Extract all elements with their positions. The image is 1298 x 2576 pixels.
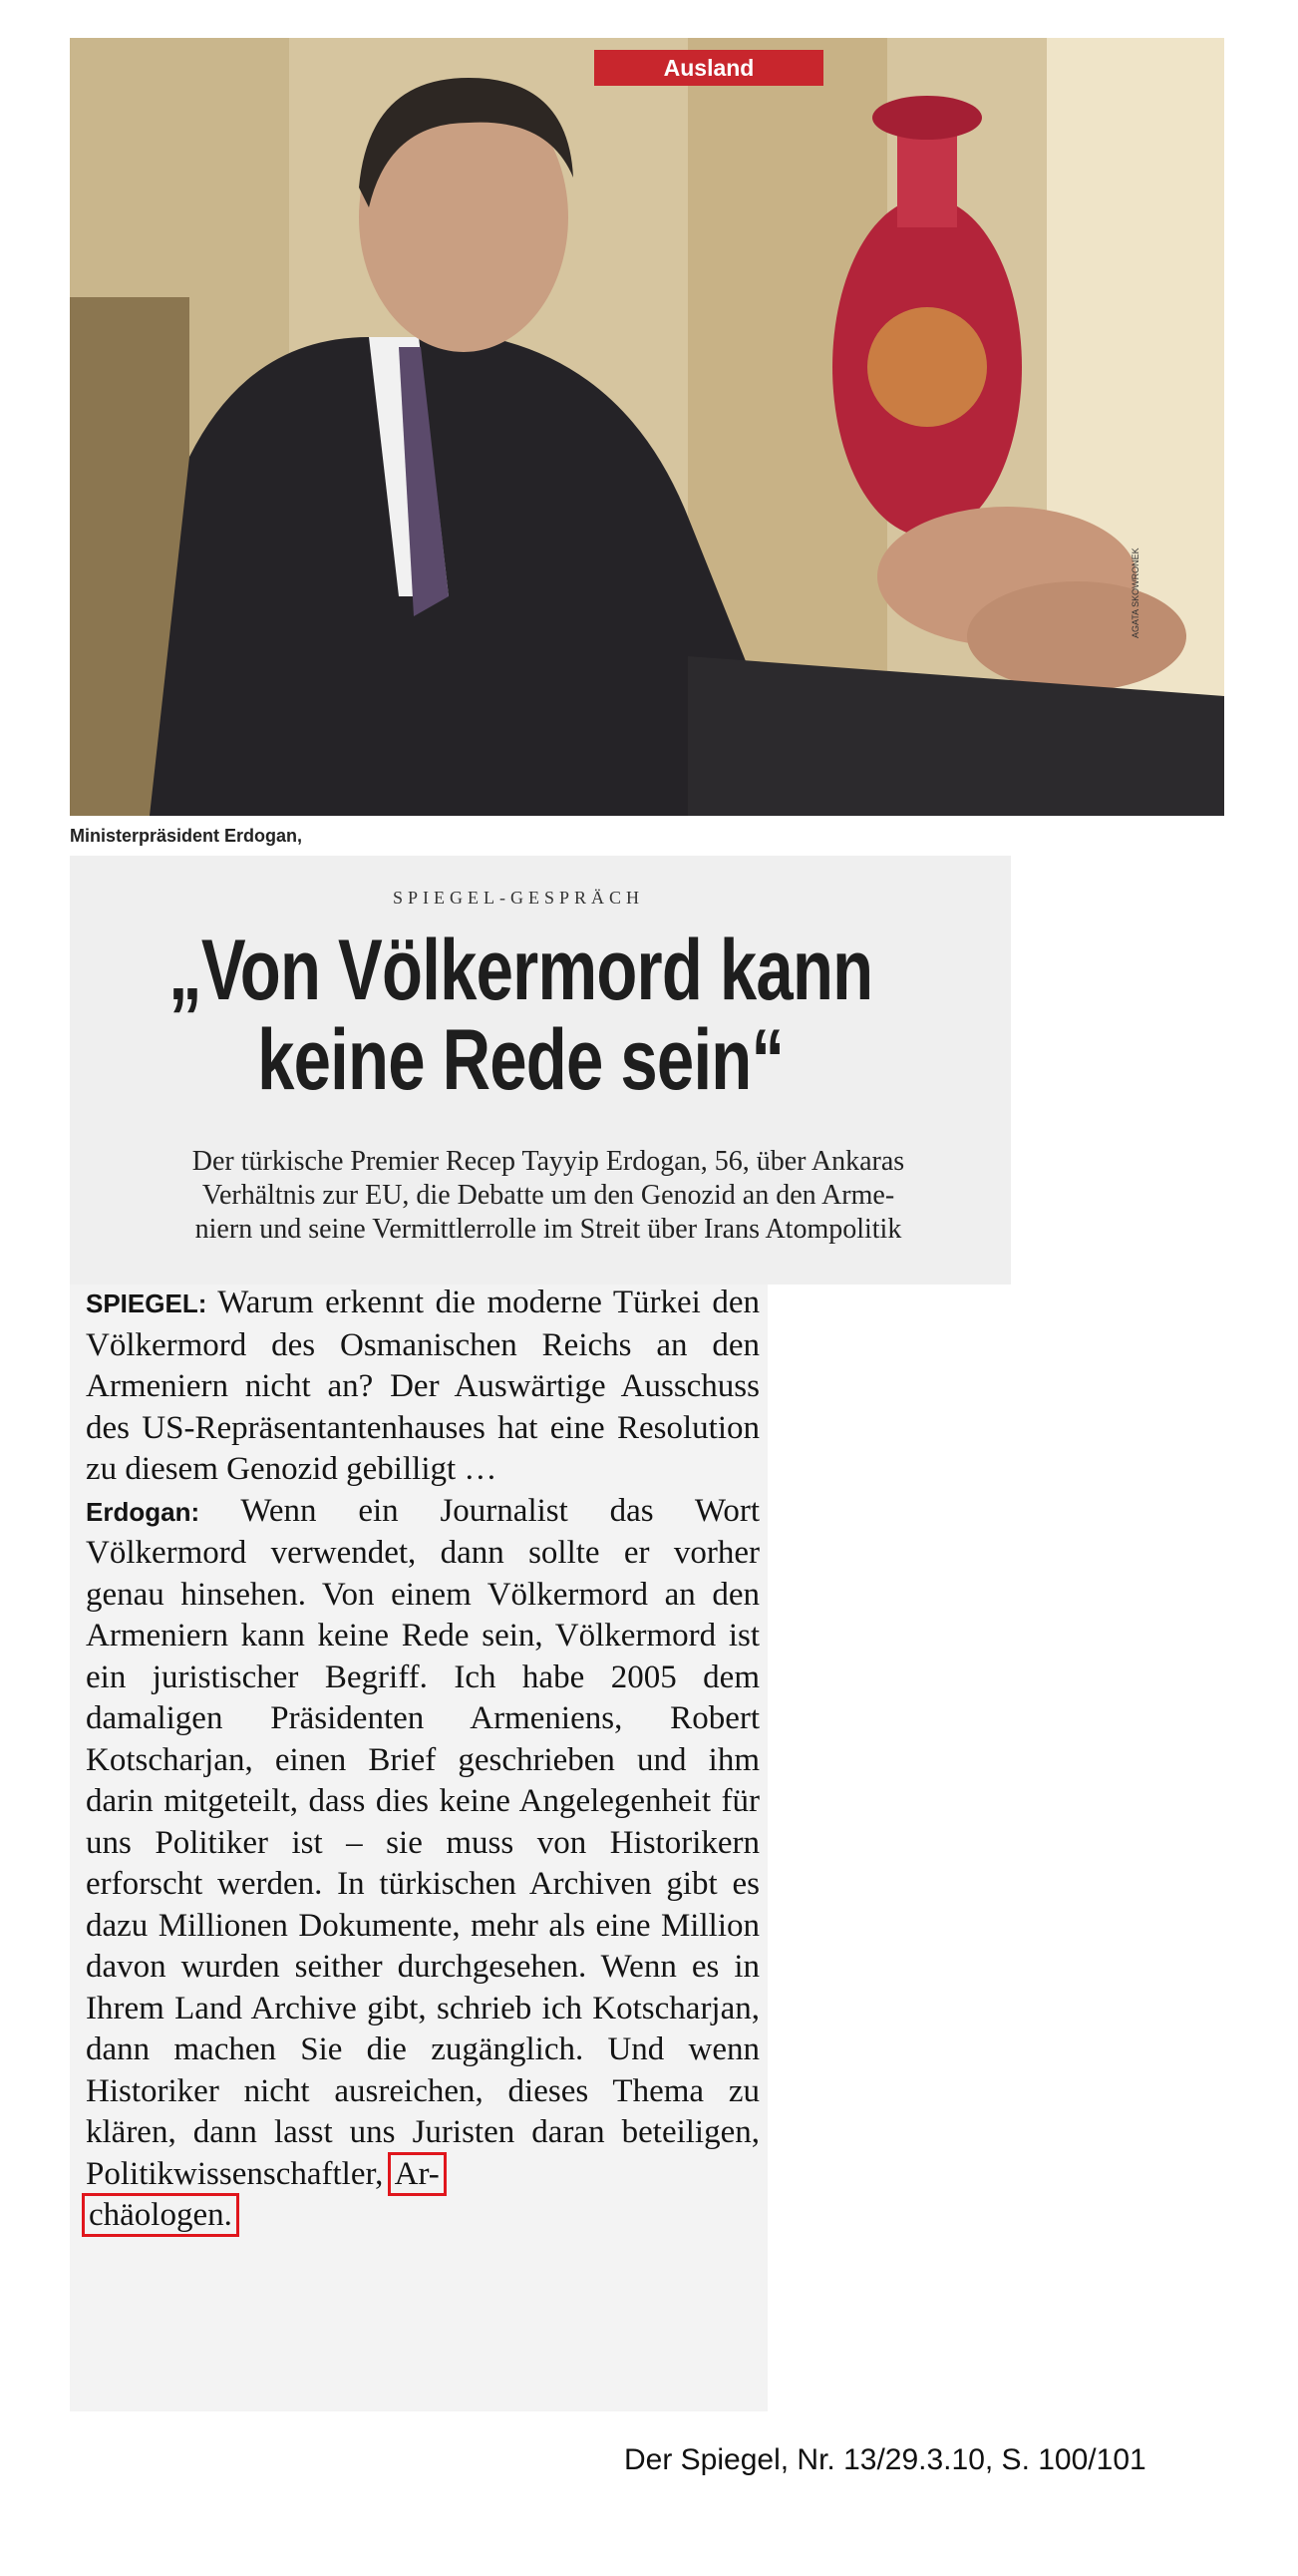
article-photo <box>70 38 1224 816</box>
section-label: Ausland <box>594 50 823 86</box>
photo-illustration <box>70 38 1224 816</box>
highlight-1: Ar- <box>392 2156 443 2192</box>
photo-caption: Ministerpräsident Erdogan, <box>70 826 303 846</box>
answer-paragraph <box>86 1491 760 2237</box>
headline-line-2: keine Rede sein“ <box>257 1012 785 1108</box>
headline-line-1: „Von Völkermord kann <box>168 922 873 1018</box>
lead-line-1: Der türkische Premier Recep Tayyip Erdogan, 56, über Ankaras <box>191 1146 905 1177</box>
interview-body <box>86 1283 760 2237</box>
lead-line-3: niern und seine Vermittlerrolle im Streit über Irans Atompolitik <box>194 1214 902 1245</box>
lead-line-2: Verhältnis zur EU, die Debatte um den Genozid an den Arme- <box>201 1180 895 1211</box>
source-citation: Der Spiegel, Nr. 13/29.3.10, S. 100/101 <box>624 2443 1146 2476</box>
answer-text: Wenn ein Journalist das Wort Völkermord verwendet, dann sollte er vorher genau hinsehen. Von einem Völkermord an den Armeniern kann keine Rede sein, Völkermord ist ein juristischer Begriff. Ich habe 2005 dem damaligen Präsidenten Armeniens, Robert Kotscharjan, einen Brief geschrieben und ihm darin mitgeteilt, dass dies keine Angelegenheit für uns Politiker ist – sie muss von Historikern erforscht werden. In türkischen Archiven gibt es dazu Millionen Dokumente, mehr als eine Million davon wurden seither durchgesehen. Wenn es in Ihrem Land Archive gibt, schrieb ich Kotscharjan, dann machen Sie die zugänglich. Und wenn Historiker nicht ausreichen, dieses Thema zu klären, dann lasst uns Juristen daran beteiligen, Politikwissenschaftler, <box>86 1492 760 2192</box>
question-paragraph <box>86 1283 760 1491</box>
question-speaker: SPIEGEL: <box>86 1288 207 1318</box>
headline <box>117 922 925 1108</box>
photo-credit: AGATA SKOWRONEK <box>1131 548 1140 638</box>
question-text: Warum erkennt die moderne Türkei den Völkermord des Osmanischen Reichs an den Armeniern nicht an? Der Auswärtige Ausschuss des US-Repräsentantenhauses hat eine Resolution zu diesem Genozid gebilligt … <box>86 1285 760 1487</box>
kicker: SPIEGEL-GESPRÄCH <box>392 888 645 908</box>
lead-text <box>70 1145 1027 1247</box>
answer-speaker: Erdogan: <box>86 1496 200 1527</box>
highlight-2: chäologen. <box>86 2197 235 2233</box>
